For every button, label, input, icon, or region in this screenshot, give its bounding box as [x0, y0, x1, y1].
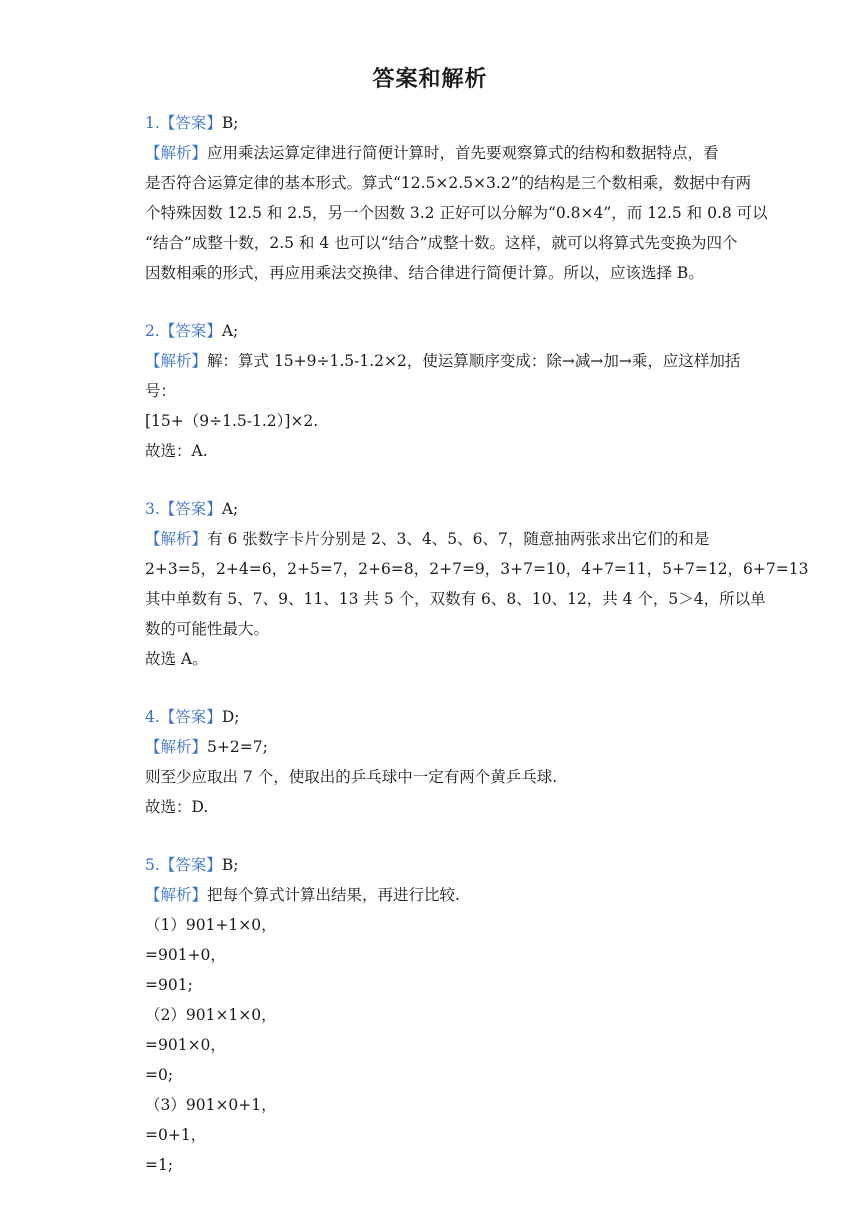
analysis-tag: 【解析】	[145, 352, 208, 370]
question-block-1	[145, 108, 768, 288]
analysis-continuation: 2+3=5，2+4=6，2+5=7，2+6=8，2+7=9，3+7=10，4+7=11，5+7=12，6+7=13	[145, 560, 809, 578]
analysis-continuation: 故选：D.	[145, 798, 209, 816]
analysis-continuation: 故选 A。	[145, 650, 208, 668]
answer-line	[145, 702, 720, 732]
question-block-3	[145, 494, 809, 674]
answer-tag: 【答案】	[159, 708, 222, 726]
analysis-continuation: =901;	[145, 976, 193, 994]
block-spacer	[145, 288, 720, 316]
answer-tag: 【答案】	[159, 500, 222, 518]
analysis-line	[145, 732, 720, 762]
block-spacer	[145, 466, 720, 494]
answer-line	[145, 494, 720, 524]
question-number: 3.	[145, 500, 160, 518]
answer-tag: 【答案】	[159, 322, 222, 340]
block-spacer	[145, 822, 720, 850]
answer-value: D;	[221, 708, 240, 726]
analysis-continuation: 故选：A.	[145, 442, 208, 460]
analysis-continuation: （2）901×1×0，	[145, 1006, 277, 1024]
answer-list	[145, 108, 809, 1180]
analysis-tag: 【解析】	[145, 530, 208, 548]
analysis-continuation: 个特殊因数 12.5 和 2.5，另一个因数 3.2 正好可以分解为“0.8×4”，而 12.5 和 0.8 可以	[145, 204, 768, 222]
answer-tag: 【答案】	[159, 856, 222, 874]
answer-value: A;	[221, 500, 239, 518]
analysis-continuation: 则至少应取出 7 个，使取出的乒乓球中一定有两个黄乒乓球.	[145, 768, 558, 786]
analysis-continuation: “结合”成整十数，2.5 和 4 也可以“结合”成整十数。这样，就可以将算式先变换为四个	[145, 234, 738, 252]
analysis-continuation: =0;	[145, 1066, 174, 1084]
question-number: 2.	[145, 322, 160, 340]
analysis-continuation: 因数相乘的形式，再应用乘法交换律、结合律进行简便计算。所以，应该选择 B。	[145, 264, 704, 282]
analysis-continuation: （3）901×0+1，	[145, 1096, 277, 1114]
analysis-text: 5+2=7;	[207, 738, 268, 756]
analysis-tag: 【解析】	[145, 144, 208, 162]
answer-tag: 【答案】	[159, 114, 222, 132]
analysis-continuation: =901×0，	[145, 1036, 226, 1054]
analysis-tag: 【解析】	[145, 886, 208, 904]
analysis-continuation: 其中单数有 5、7、9、11、13 共 5 个，双数有 6、8、10、12，共 4 个，5＞4，所以单	[145, 590, 766, 608]
answer-line	[145, 108, 720, 138]
analysis-line	[145, 138, 720, 168]
analysis-line	[145, 346, 741, 376]
answer-value: A;	[221, 322, 239, 340]
analysis-continuation: 号：	[145, 382, 177, 400]
analysis-text: 应用乘法运算定律进行简便计算时，首先要观察算式的结构和数据特点，看	[207, 144, 719, 162]
analysis-continuation: 数的可能性最大。	[145, 620, 270, 638]
question-block-2	[145, 316, 741, 466]
question-number: 5.	[145, 856, 160, 874]
answer-value: B;	[221, 114, 239, 132]
analysis-tag: 【解析】	[145, 738, 208, 756]
analysis-text: 有 6 张数字卡片分别是 2、3、4、5、6、7，随意抽两张求出它们的和是	[207, 530, 710, 548]
question-block-4	[145, 702, 720, 822]
analysis-line	[145, 524, 720, 554]
analysis-continuation: =0+1，	[145, 1126, 207, 1144]
analysis-continuation: （1）901+1×0，	[145, 916, 277, 934]
page-title: 答案和解析	[372, 67, 488, 92]
analysis-text: 解：算式 15+9÷1.5-1.2×2，使运算顺序变成：除→减→加→乘，应这样加括	[207, 352, 741, 370]
analysis-continuation: =1;	[145, 1156, 174, 1174]
question-number: 4.	[145, 708, 160, 726]
analysis-continuation: [15+（9÷1.5-1.2）]×2.	[145, 412, 319, 430]
answer-line	[145, 850, 720, 880]
analysis-text: 把每个算式计算出结果，再进行比较.	[207, 886, 460, 904]
question-block-5	[145, 850, 720, 1180]
answer-line	[145, 316, 720, 346]
analysis-line	[145, 880, 720, 910]
block-spacer	[145, 674, 720, 702]
answer-value: B;	[221, 856, 239, 874]
analysis-continuation: 是否符合运算定律的基本形式。算式“12.5×2.5×3.2”的结构是三个数相乘，数据中有两	[145, 174, 752, 192]
question-number: 1.	[145, 114, 160, 132]
analysis-continuation: =901+0，	[145, 946, 226, 964]
